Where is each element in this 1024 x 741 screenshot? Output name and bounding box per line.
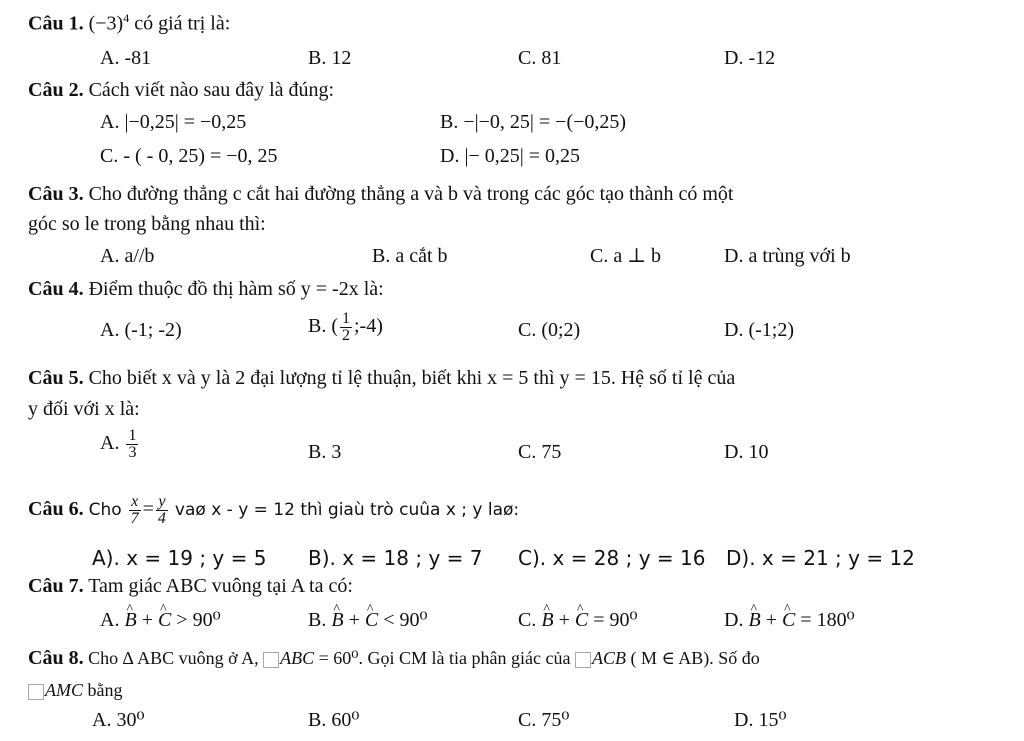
angle-c-hat: ^ C <box>575 608 588 632</box>
question-6-prefix: Cho <box>88 500 122 521</box>
q2-option-a[interactable]: A. |−0,25| = −0,25 <box>100 111 247 133</box>
q8-option-d[interactable]: D. 15⁰ <box>734 709 787 731</box>
option-letter: A. <box>100 609 120 631</box>
question-6 <box>28 494 519 527</box>
fraction-numerator: x <box>129 494 141 511</box>
question-1-text: có giá trị là: <box>134 12 231 35</box>
question-5-text-line1: Cho biết x và y là 2 đại lượng tỉ lệ thuận, biết khi x = 5 thì y = 15. Hệ số tỉ lệ của <box>88 367 736 389</box>
q7-option-c[interactable] <box>518 608 637 632</box>
q5-option-a-fraction <box>126 428 138 461</box>
question-5-label: Câu 5. <box>28 367 84 389</box>
question-1 <box>28 6 230 36</box>
question-6-fraction-y <box>156 494 168 527</box>
q7-option-d[interactable] <box>724 608 855 632</box>
fraction-denominator: 7 <box>130 510 139 527</box>
q1-option-a[interactable]: A. -81 <box>100 47 152 69</box>
option-letter: C. <box>518 609 537 631</box>
q6-option-c[interactable]: C). x = 28 ; y = 16 <box>518 546 706 570</box>
q5-option-c[interactable]: C. 75 <box>518 441 562 463</box>
question-8-label: Câu 8. <box>28 647 84 669</box>
question-2-label: Câu 2. <box>28 79 84 101</box>
fraction-denominator: 4 <box>157 510 166 527</box>
q1-option-d[interactable]: D. -12 <box>724 47 776 69</box>
q4-option-b[interactable] <box>308 311 383 344</box>
q3-option-a[interactable]: A. a//b <box>100 245 155 267</box>
question-4-text: Điểm thuộc đồ thị hàm số y = -2x là: <box>88 278 384 300</box>
angle-acb: ACB <box>591 648 626 668</box>
question-6-fraction-x <box>129 494 141 527</box>
angle-b-hat: ^ B <box>124 608 136 632</box>
q4-option-b-suffix: ;-4) <box>354 315 383 338</box>
question-8-line2 <box>28 678 123 702</box>
q8-option-b[interactable]: B. 60⁰ <box>308 709 360 731</box>
q2-option-b[interactable]: B. −|−0, 25| = −(−0,25) <box>440 111 627 133</box>
q7-option-a[interactable] <box>100 608 221 632</box>
q1-option-b[interactable]: B. 12 <box>308 47 352 69</box>
q3-option-d[interactable]: D. a trùng với b <box>724 245 851 267</box>
question-6-equals: = <box>142 498 154 521</box>
q5-option-a-prefix: A. <box>100 432 120 455</box>
question-8-text-3: ( M ∈ AB). Số đo <box>630 648 760 668</box>
relation: > 90⁰ <box>171 609 221 631</box>
q5-option-a[interactable] <box>100 428 140 461</box>
question-8-text-1: Cho ∆ ABC vuông ở A, <box>88 648 259 668</box>
angle-c-hat: ^ C <box>158 608 171 632</box>
angle-placeholder-icon <box>575 652 591 668</box>
fraction-denominator: 2 <box>342 327 350 344</box>
question-6-text: vaø x - y = 12 thì giaù trò cuûa x ; y laø: <box>174 500 520 521</box>
q3-option-b[interactable]: B. a cắt b <box>372 245 448 267</box>
q4-option-a[interactable]: A. (-1; -2) <box>100 319 182 341</box>
q8-option-a[interactable]: A. 30⁰ <box>92 709 145 731</box>
fraction-denominator: 3 <box>128 444 137 461</box>
q6-option-a[interactable]: A). x = 19 ; y = 5 <box>92 546 267 570</box>
angle-b-hat: ^ B <box>331 608 343 632</box>
question-3 <box>28 182 733 206</box>
question-1-base: (−3) <box>88 12 124 35</box>
fraction-numerator: 1 <box>342 310 350 327</box>
question-3-text-line1: Cho đường thẳng c cắt hai đường thẳng a và b và trong các góc tạo thành có một <box>88 183 734 205</box>
angle-placeholder-icon <box>28 684 44 700</box>
plus-sign: + <box>343 609 365 631</box>
fraction-numerator: 1 <box>128 427 137 444</box>
plus-sign: + <box>553 609 575 631</box>
q7-option-b[interactable] <box>308 608 427 632</box>
question-8-text-4: bằng <box>87 680 123 700</box>
question-6-label: Câu 6. <box>28 498 84 521</box>
question-7-text: Tam giác ABC vuông tại A ta có: <box>88 575 353 597</box>
question-4 <box>28 277 384 301</box>
plus-sign: + <box>136 609 158 631</box>
q1-option-c[interactable]: C. 81 <box>518 47 562 69</box>
q5-option-b[interactable]: B. 3 <box>308 441 342 463</box>
q3-option-c[interactable]: C. a ⊥ b <box>590 245 662 267</box>
question-7-label: Câu 7. <box>28 575 84 597</box>
question-4-label: Câu 4. <box>28 278 84 300</box>
angle-amc: AMC <box>45 680 83 700</box>
question-2 <box>28 78 334 102</box>
angle-c-hat: ^ C <box>365 608 378 632</box>
angle-b-hat: ^ B <box>748 608 760 632</box>
q8-option-c[interactable]: C. 75⁰ <box>518 709 570 731</box>
angle-abc: ABC <box>280 648 315 668</box>
question-3-text-line2: góc so le trong bằng nhau thì: <box>28 213 266 235</box>
q5-option-d[interactable]: D. 10 <box>724 441 769 463</box>
q4-option-c[interactable]: C. (0;2) <box>518 319 581 341</box>
question-7 <box>28 574 353 598</box>
question-2-text: Cách viết nào sau đây là đúng: <box>88 79 335 101</box>
option-letter: B. <box>308 609 327 631</box>
relation: < 90⁰ <box>378 609 428 631</box>
question-5 <box>28 366 735 390</box>
plus-sign: + <box>760 609 782 631</box>
question-1-label: Câu 1. <box>28 12 84 35</box>
q2-option-c[interactable]: C. - ( - 0, 25) = −0, 25 <box>100 145 278 167</box>
question-8 <box>28 646 760 670</box>
q6-option-d[interactable]: D). x = 21 ; y = 12 <box>726 546 915 570</box>
angle-c-hat: ^ C <box>782 608 795 632</box>
angle-b-hat: ^ B <box>541 608 553 632</box>
q6-option-b[interactable]: B). x = 18 ; y = 7 <box>308 546 483 570</box>
q4-option-b-prefix: B. ( <box>308 315 338 338</box>
question-5-text-line2: y đối với x là: <box>28 398 140 420</box>
question-8-text-2: = 60⁰. Gọi CM là tia phân giác của <box>318 648 571 668</box>
q4-option-b-fraction <box>340 311 352 344</box>
q4-option-d[interactable]: D. (-1;2) <box>724 319 794 341</box>
question-1-exponent: 4 <box>123 11 130 25</box>
question-3-label: Câu 3. <box>28 183 84 205</box>
fraction-numerator: y <box>156 494 168 511</box>
q2-option-d[interactable]: D. |− 0,25| = 0,25 <box>440 145 581 167</box>
relation: = 180⁰ <box>795 609 855 631</box>
relation: = 90⁰ <box>588 609 638 631</box>
option-letter: D. <box>724 609 744 631</box>
angle-placeholder-icon <box>263 652 279 668</box>
